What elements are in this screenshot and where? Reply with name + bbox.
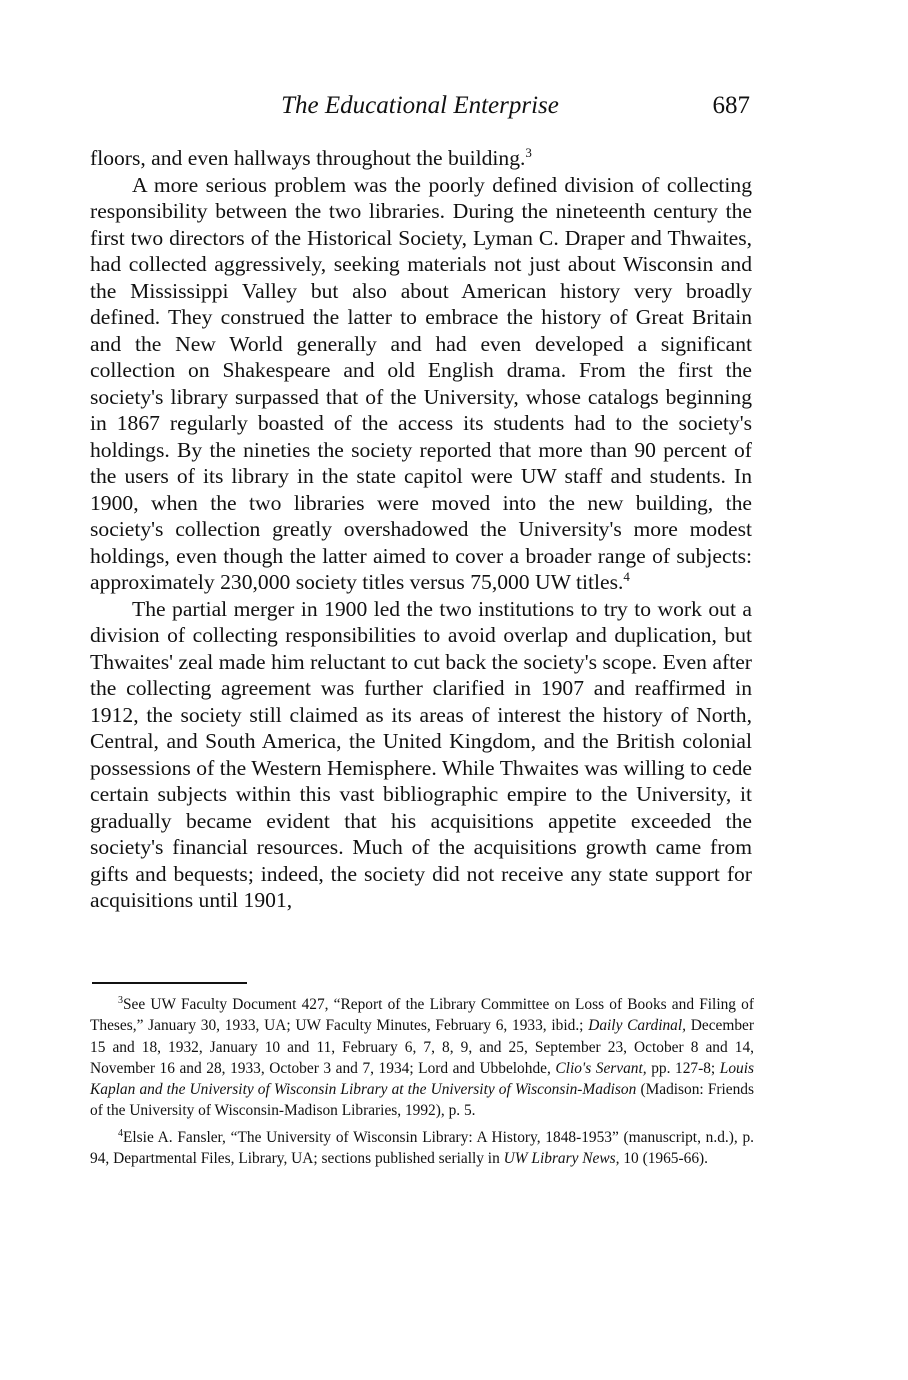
footnote-3-part-4: (Madison: Friends of the University of Wisconsin-Madison Libraries, 1992), p. 5. [90,1081,754,1120]
footnote-ref-4: 4 [623,568,630,584]
running-title: The Educational Enterprise [281,92,559,119]
footnote-3-italic-2: Clio's Servant, [555,1059,647,1077]
footnote-3-italic-1: Daily Cardinal, [588,1017,687,1035]
footnotes [90,994,754,1169]
paragraph-2 [90,172,752,596]
page-number: 687 [712,92,750,119]
footnote-3 [90,994,754,1122]
paragraph-1-text: floors, and even hallways throughout the building. [90,146,526,170]
paragraph-3-text: The partial merger in 1900 led the two institutions to try to work out a division of collecting responsibilities to avoid overlap and duplication, but Thwaites' zeal made him reluctant to cut back the society's scope. Even after the collecting agreement was further clarified in 1907 and reaffirmed in 1912, the society still claimed as its areas of interest the history of North, Central, and South America, the United Kingdom, and the British colonial possessions of the Western Hemisphere. While Thwaites was willing to cede certain subjects within this vast bibliographic empire to the University, it gradually became evident that his acquisitions appetite exceeded the society's financial resources. Much of the acquisitions growth came from gifts and bequests; indeed, the society did not receive any state support for acquisitions until 1901, [90,596,752,912]
footnote-4-part-2: 10 (1965-66). [623,1150,708,1168]
running-header [90,88,750,124]
footnote-ref-3: 3 [525,144,532,160]
footnote-3-italic-3: Louis Kaplan and the University of Wisconsin Library at the University of Wisconsin-Madison [90,1059,755,1099]
paragraph-1 [90,145,752,172]
footnote-3-marker: 3 [118,994,123,1006]
footnote-4-italic-1: UW Library News, [503,1150,620,1168]
footnote-4-marker: 4 [118,1127,123,1139]
paragraph-3 [90,596,752,914]
paragraph-2-text: A more serious problem was the poorly defined division of collecting responsibility between the two libraries. During the nineteenth century the first two directors of the Historical Society, Lyman C. Draper and Thwaites, had collected aggressively, seeking materials not just about Wisconsin and the Mississippi Valley but also about American history very broadly defined. They construed the latter to embrace the history of Great Britain and the New World generally and had even developed a significant collection on Shakespeare and old English drama. From the first the society's library surpassed that of the University, whose catalogs beginning in 1867 regularly boasted of the access its students had to the society's holdings. By the nineties the society reported that more than 90 percent of the users of its library in the state capitol were UW staff and students. In 1900, when the two libraries were moved into the new building, the society's collection greatly overshadowed the University's more modest holdings, even though the latter aimed to cover a broader range of subjects: approximately 230,000 society titles versus 75,000 UW titles. [90,172,752,594]
footnote-divider [92,982,247,984]
footnote-3-part-2: December 15 and 18, 1932, January 10 and 11, February 6, 7, 8, 9, and 25, September 23, October 8 and 14, November 16 and 28, 1933, October 3 and 7, 1934; Lord and Ubbelohde, [90,1017,754,1077]
footnote-4-part-1: Elsie A. Fansler, “The University of Wisconsin Library: A History, 1848-1953” (manuscript, n.d.), p. 94, Departmental Files, Library, UA; sections published serially in [90,1128,754,1168]
footnote-4 [90,1127,754,1170]
footnote-3-part-1: See UW Faculty Document 427, “Report of the Library Committee on Loss of Books and Filing of Theses,” January 30, 1933, UA; UW Faculty Minutes, February 6, 1933, ibid.; [90,996,754,1035]
footnote-3-part-3: pp. 127-8; [651,1059,716,1077]
body-text [90,145,752,914]
